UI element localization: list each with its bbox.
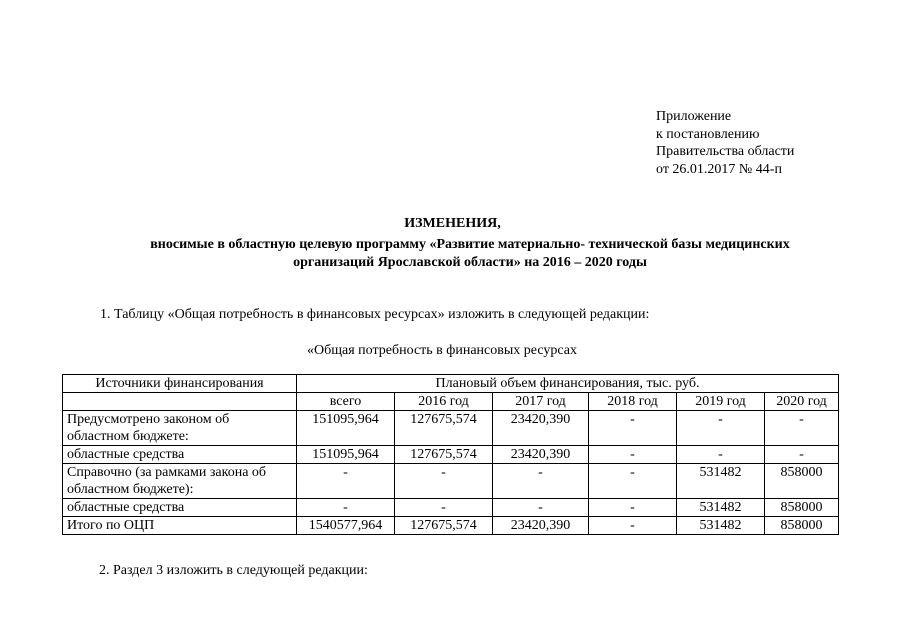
financing-table: [62, 374, 839, 535]
table-cell: 127675,574: [395, 446, 493, 464]
table-cell: 151095,964: [297, 446, 395, 464]
subtitle-line: организаций Ярославской области» на 2016 – 2020 годы: [293, 255, 647, 270]
paragraph-2: 2. Раздел 3 изложить в следующей редакции:: [99, 563, 368, 578]
table-cell: -: [297, 499, 395, 517]
table-cell: 531482: [677, 517, 765, 535]
appendix-line: к постановлению: [656, 126, 760, 142]
column-header: 2016 год: [395, 393, 493, 411]
table-cell: 127675,574: [395, 411, 493, 446]
table-cell: 531482: [677, 499, 765, 517]
subtitle-line: вносимые в областную целевую программу «Развитие материально- технической базы медицинских: [150, 237, 790, 252]
paragraph-1: 1. Таблицу «Общая потребность в финансовых ресурсах» изложить в следующей редакции:: [100, 307, 650, 322]
header-empty-cell: [63, 393, 297, 411]
document-title: ИЗМЕНЕНИЯ,: [404, 216, 501, 231]
table-cell: -: [589, 517, 677, 535]
appendix-block: [656, 108, 794, 178]
table-subheader-row: [63, 393, 839, 411]
table-row: [63, 464, 839, 499]
table-cell: 23420,390: [493, 446, 589, 464]
appendix-line: от 26.01.2017 № 44-п: [656, 161, 782, 177]
table-header-row: [63, 375, 839, 393]
table-cell: -: [589, 499, 677, 517]
appendix-line: Правительства области: [656, 144, 795, 159]
table-cell: -: [765, 411, 839, 446]
table-cell: -: [493, 464, 589, 499]
table-caption: «Общая потребность в финансовых ресурсах: [307, 343, 577, 358]
header-source: Источники финансирования: [63, 375, 297, 393]
table-cell: -: [677, 446, 765, 464]
table-cell: 858000: [765, 517, 839, 535]
table-cell: 1540577,964: [297, 517, 395, 535]
row-label: областные средства: [63, 446, 297, 464]
table-row: [63, 411, 839, 446]
table-row: [63, 517, 839, 535]
row-label: Итого по ОЦП: [63, 517, 297, 535]
column-header: 2018 год: [589, 393, 677, 411]
table-row: [63, 446, 839, 464]
table-cell: -: [589, 411, 677, 446]
header-plan: Плановый объем финансирования, тыс. руб.: [297, 375, 839, 393]
row-label: Справочно (за рамками закона об областном бюджете):: [63, 464, 297, 499]
column-header: 2017 год: [493, 393, 589, 411]
table-cell: -: [395, 499, 493, 517]
appendix-line: Приложение: [656, 109, 732, 124]
table-cell: 127675,574: [395, 517, 493, 535]
row-label: областные средства: [63, 499, 297, 517]
row-label: Предусмотрено законом об областном бюджете:: [63, 411, 297, 446]
table-cell: 531482: [677, 464, 765, 499]
table-cell: 23420,390: [493, 411, 589, 446]
table-cell: -: [589, 464, 677, 499]
table-cell: -: [395, 464, 493, 499]
table-cell: 858000: [765, 464, 839, 499]
table-cell: -: [677, 411, 765, 446]
table-row: [63, 499, 839, 517]
table-cell: 23420,390: [493, 517, 589, 535]
column-header: 2020 год: [765, 393, 839, 411]
column-header: 2019 год: [677, 393, 765, 411]
table-cell: -: [589, 446, 677, 464]
table-cell: -: [297, 464, 395, 499]
table-cell: 858000: [765, 499, 839, 517]
table-cell: -: [493, 499, 589, 517]
document-subtitle: [110, 236, 830, 272]
table-cell: 151095,964: [297, 411, 395, 446]
column-header: всего: [297, 393, 395, 411]
table-cell: -: [765, 446, 839, 464]
